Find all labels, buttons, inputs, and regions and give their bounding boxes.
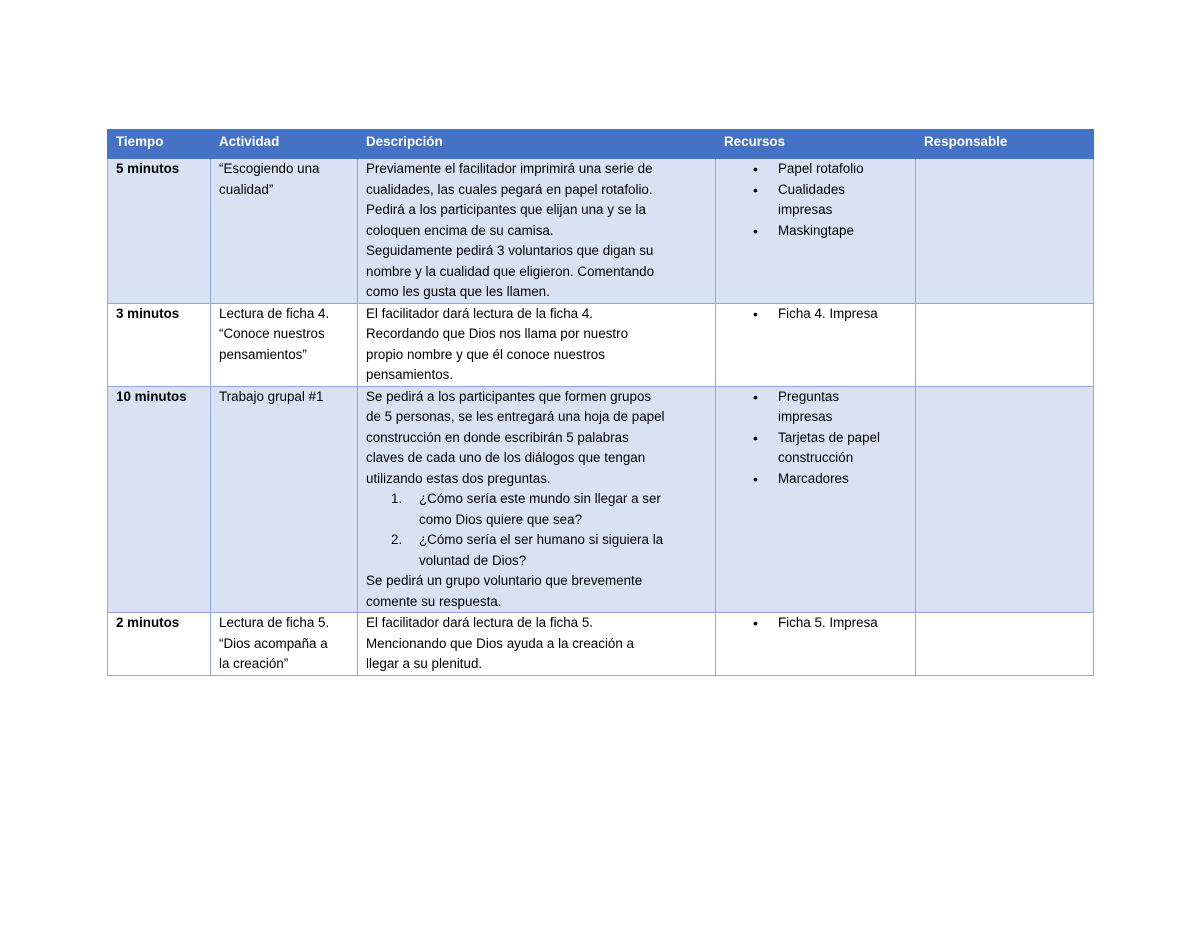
text-line: Seguidamente pedirá 3 voluntarios que digan su: [366, 243, 654, 258]
text-line: “Dios acompaña a: [219, 635, 328, 651]
text-line: “Conoce nuestros: [219, 326, 325, 341]
cell-descripcion: [358, 386, 716, 613]
list-item: [724, 180, 911, 221]
header-descripcion: Descripción: [358, 130, 716, 159]
text-line: de 5 personas, se les entregará una hoja de papel: [366, 409, 665, 424]
text-line: ¿Cómo sería el ser humano si siguiera la: [419, 532, 664, 547]
header-tiempo: Tiempo: [108, 130, 211, 159]
text-line: propio nombre y que él conoce nuestros: [366, 346, 605, 362]
cell-tiempo: 3 minutos: [108, 303, 211, 386]
table-row: [108, 386, 1094, 613]
cell-responsable: [916, 613, 1094, 676]
text-line: Lectura de ficha 4.: [219, 305, 330, 321]
text-line: claves de cada uno de los diálogos que tengan: [366, 450, 646, 465]
text-line: Se pedirá un grupo voluntario que brevemente: [366, 573, 643, 588]
recursos-list: [724, 304, 911, 325]
recursos-list: [724, 159, 911, 241]
cell-recursos: [716, 613, 916, 676]
text-line: pensamientos”: [219, 346, 307, 362]
cell-descripcion: [358, 159, 716, 304]
list-item: [724, 221, 911, 242]
text-line: • Ficha 5. Impresa: [778, 615, 878, 630]
header-recursos: Recursos: [716, 130, 916, 159]
text-line: “Escogiendo una: [219, 161, 320, 176]
text-line: • Tarjetas de papel: [778, 429, 880, 445]
cell-actividad: [211, 386, 358, 613]
list-item: [366, 530, 711, 571]
cell-recursos: [716, 159, 916, 304]
text-line: • Marcadores: [778, 470, 849, 486]
cell-responsable: [916, 386, 1094, 613]
text-line: voluntad de Dios?: [419, 552, 527, 568]
list-item: [724, 613, 911, 634]
cell-recursos: [716, 303, 916, 386]
cell-responsable: [916, 303, 1094, 386]
list-item: [724, 428, 911, 469]
list-number: 2.: [391, 532, 403, 547]
text-line: • Ficha 4. Impresa: [778, 305, 878, 321]
text-line: impresas: [778, 202, 833, 217]
text-line: • Cualidades: [778, 181, 845, 197]
cell-responsable: [916, 159, 1094, 304]
text-line: comente su respuesta.: [366, 593, 502, 609]
text-line: construcción: [778, 450, 854, 465]
cell-tiempo: 2 minutos: [108, 613, 211, 676]
cell-recursos: [716, 386, 916, 613]
text-line: • Maskingtape: [778, 222, 854, 238]
text-line: cualidad”: [219, 181, 274, 197]
cell-descripcion: [358, 613, 716, 676]
recursos-list: [724, 387, 911, 490]
text-line: cualidades, las cuales pegará en papel rotafolio.: [366, 181, 653, 197]
cell-descripcion: [358, 303, 716, 386]
text-line: Previamente el facilitador imprimirá una serie de: [366, 161, 653, 176]
preguntas-list: [366, 489, 711, 571]
list-item: [724, 304, 911, 325]
text-line: El facilitador dará lectura de la ficha 4.: [366, 305, 594, 321]
header-actividad: Actividad: [211, 130, 358, 159]
text-line: Trabajo grupal #1: [219, 388, 324, 404]
text-line: como les gusta que les llamen.: [366, 284, 550, 299]
text-line: Pedirá a los participantes que elijan una y se la: [366, 202, 646, 217]
table-row: [108, 159, 1094, 304]
text-line: El facilitador dará lectura de la ficha 5.: [366, 615, 594, 630]
cell-tiempo: 5 minutos: [108, 159, 211, 304]
header-responsable: Responsable: [916, 130, 1094, 159]
table-header-row: [108, 130, 1094, 159]
list-item: [724, 387, 911, 428]
text-line: Se pedirá a los participantes que formen grupos: [366, 388, 652, 404]
cell-tiempo: 10 minutos: [108, 386, 211, 613]
text-line: • Preguntas: [778, 388, 840, 404]
text-line: • Papel rotafolio: [778, 161, 864, 176]
text-line: Lectura de ficha 5.: [219, 615, 330, 630]
cell-actividad: [211, 613, 358, 676]
list-item: [366, 489, 711, 530]
cell-actividad: [211, 159, 358, 304]
list-item: [724, 159, 911, 180]
text-line: construcción en donde escribirán 5 palabras: [366, 429, 629, 445]
list-item: [724, 469, 911, 490]
text-line: pensamientos.: [366, 367, 454, 382]
text-line: nombre y la cualidad que eligieron. Comentando: [366, 263, 655, 279]
text-line: impresas: [778, 409, 833, 424]
table-row: [108, 613, 1094, 676]
text-line: llegar a su plenitud.: [366, 656, 483, 671]
text-line: coloquen encima de su camisa.: [366, 222, 554, 238]
text-line: como Dios quiere que sea?: [419, 511, 583, 527]
list-number: 1.: [391, 491, 403, 506]
text-line: Recordando que Dios nos llama por nuestro: [366, 326, 629, 341]
text-line: ¿Cómo sería este mundo sin llegar a ser: [419, 491, 661, 506]
activity-plan-table: [107, 129, 1094, 676]
recursos-list: [724, 613, 911, 634]
text-line: Mencionando que Dios ayuda a la creación a: [366, 635, 634, 651]
text-line: la creación”: [219, 656, 289, 671]
cell-actividad: [211, 303, 358, 386]
table-row: [108, 303, 1094, 386]
text-line: utilizando estas dos preguntas.: [366, 470, 551, 486]
